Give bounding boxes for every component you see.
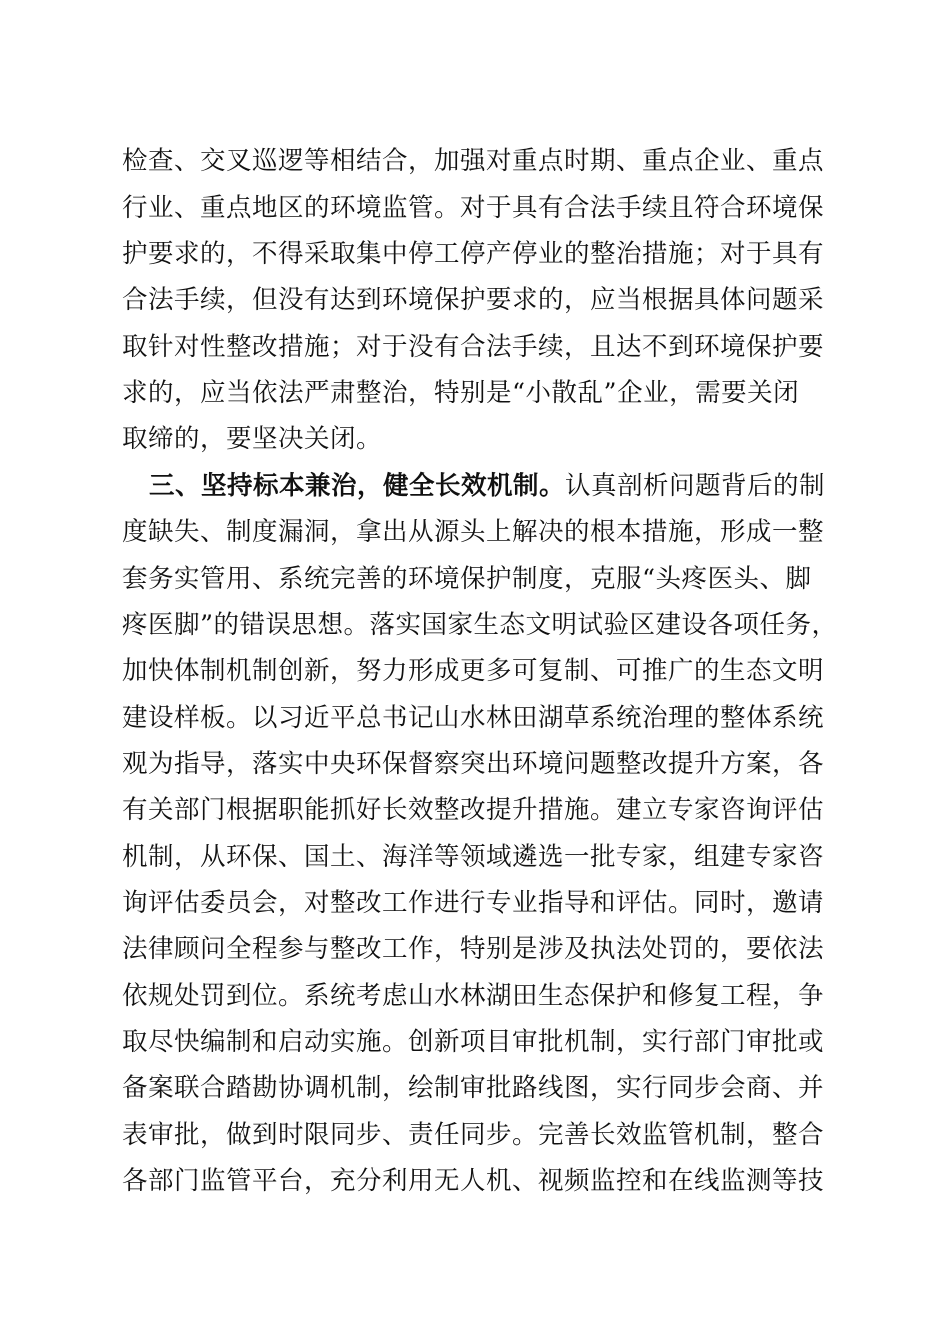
paragraph2-line: 询评估委员会，对整改工作进行专业指导和评估。同时，邀请 — [122, 888, 825, 918]
paragraph1-line: 求的，应当依法严肃整治，特别是“小散乱”企业，需要关闭 — [122, 378, 800, 408]
paragraph2-line: 套务实管用、系统完善的环境保护制度，克服“头疼医头、脚 — [122, 564, 812, 594]
paragraph2-first-line-text: 认真剖析问题背后的制 — [565, 471, 826, 501]
section-heading: 三、坚持标本兼治，健全长效机制。 — [149, 471, 566, 501]
paragraph1-line: 检查、交叉巡逻等相结合，加强对重点时期、重点企业、重点 — [122, 146, 825, 176]
paragraph2-line: 依规处罚到位。系统考虑山水林湖田生态保护和修复工程，争 — [122, 981, 825, 1011]
paragraph2-line: 加快体制机制创新，努力形成更多可复制、可推广的生态文明 — [122, 656, 825, 686]
paragraph2-line: 取尽快编制和启动实施。创新项目审批机制，实行部门审批或 — [122, 1027, 825, 1057]
section-heading-line — [149, 468, 825, 504]
paragraph1-line: 行业、重点地区的环境监管。对于具有合法手续且符合环境保 — [122, 193, 825, 223]
paragraph2-line: 观为指导，落实中央环保督察突出环境问题整改提升方案，各 — [122, 749, 825, 779]
paragraph2-line: 法律顾问全程参与整改工作，特别是涉及执法处罚的，要依法 — [122, 934, 825, 964]
paragraph2-line: 有关部门根据职能抓好长效整改提升措施。建立专家咨询评估 — [122, 795, 825, 825]
paragraph2-line: 疼医脚”的错误思想。落实国家生态文明试验区建设各项任务， — [122, 610, 838, 640]
paragraph2-line: 建设样板。以习近平总书记山水林田湖草系统治理的整体系统 — [122, 703, 825, 733]
paragraph2-line: 机制，从环保、国土、海洋等领域遴选一批专家，组建专家咨 — [122, 842, 825, 872]
paragraph1-line: 合法手续，但没有达到环境保护要求的，应当根据具体问题采 — [122, 285, 825, 315]
paragraph2-line: 表审批，做到时限同步、责任同步。完善长效监管机制，整合 — [122, 1120, 825, 1150]
paragraph2-line: 各部门监管平台，充分利用无人机、视频监控和在线监测等技 — [122, 1166, 825, 1196]
paragraph1-line: 取缔的，要坚决关闭。 — [122, 424, 383, 454]
paragraph2-line: 度缺失、制度漏洞，拿出从源头上解决的根本措施，形成一整 — [122, 517, 825, 547]
paragraph1-line: 护要求的，不得采取集中停工停产停业的整治措施；对于具有 — [122, 239, 825, 269]
paragraph2-line: 备案联合踏勘协调机制，绘制审批路线图，实行同步会商、并 — [122, 1073, 825, 1103]
paragraph1-line: 取针对性整改措施；对于没有合法手续，且达不到环境保护要 — [122, 332, 825, 362]
